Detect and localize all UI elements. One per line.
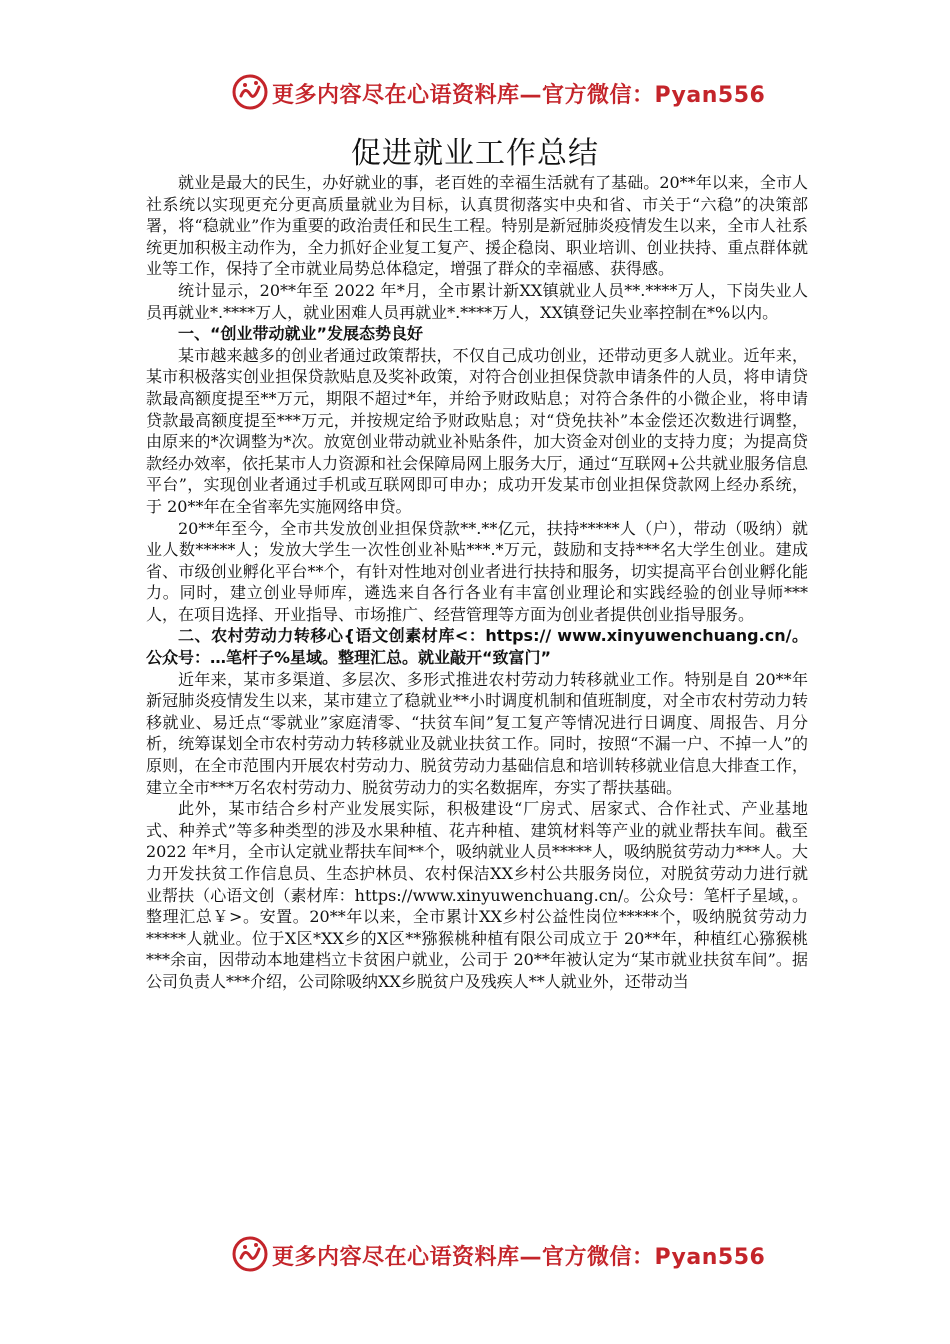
document-body [146, 172, 808, 993]
section-heading-1: 一、“创业带动就业”发展态势良好 [178, 324, 424, 344]
xin-logo-icon [232, 1236, 268, 1272]
footer-banner [0, 1232, 950, 1276]
wechat-id: Pyan556 [654, 1245, 766, 1270]
paragraph-intro: 就业是最大的民生，办好就业的事，老百姓的幸福生活就有了基础。20**年以来，全市人社系统以实现更充分更高质量就业为目标，认真贯彻落实中央和省、市关于“六稳”的决策部署，将“稳就业”作为重要的政治责任和民生工程。特别是新冠肺炎疫情发生以来，全市人社系统更加积极主动作为，全力抓好企业复工复产、援企稳岗、职业培训、创业扶持、重点群体就业等工作，保持了全市就业局势总体稳定，增强了群众的幸福感、获得感。 [146, 173, 808, 279]
section1-paragraph-1: 某市越来越多的创业者通过政策帮扶，不仅自己成功创业，还带动更多人就业。近年来，某市积极落实创业担保贷款贴息及奖补政策，对符合创业担保贷款申请条件的人员，将申请贷款最高额度提至**万元，期限不超过*年，并给予财政贴息；对符合条件的小微企业，将申请贷款最高额度提至***万元，并按规定给予财政贴息；对“贷免扶补”本金偿还次数进行调整，由原来的*次调整为*次。放宽创业带动就业补贴条件，加大资金对创业的支持力度；为提高贷款经办效率，依托某市人力资源和社会保障局网上服务大厅，通过“互联网+公共就业服务信息平台”，实现创业者通过手机或互联网即可申办；成功开发某市创业担保贷款网上经办系统，于 20**年在全省率先实施网络申贷。 [146, 345, 808, 516]
section-heading-2: 二、农村劳动力转移心{语文创素材库<：https:// www.xinyuwenchuang.cn/。公众号：…笔杆子%星域。整理汇总。就业敲开“致富门” [146, 626, 808, 668]
section1-paragraph-2: 20**年至今，全市共发放创业担保贷款**.**亿元，扶持*****人（户），带动（吸纳）就业人数*****人；发放大学生一次性创业补贴***.*万元，鼓励和支持***名大学生创业。建成省、市级创业孵化平台**个，有针对性地对创业者进行扶持和服务，切实提高平台创业孵化能力。同时，建立创业导师库，遴选来自各行各业有丰富创业理论和实践经验的创业导师***人，在项目选择、开业指导、市场推广、经营管理等方面为创业者提供创业指导服务。 [146, 518, 808, 624]
section2-paragraph-1: 近年来，某市多渠道、多层次、多形式推进农村劳动力转移就业工作。特别是自 20**年新冠肺炎疫情发生以来，某市建立了稳就业**小时调度机制和值班制度，对全市农村劳动力转移就业、易迁点“零就业”家庭清零、“扶贫车间”复工复产等情况进行日调度、周报告、月分析，统筹谋划全市农村劳动力转移就业及就业扶贫工作。同时，按照“不漏一户、不掉一人”的原则，在全市范围内开展农村劳动力、脱贫劳动力基础信息和培训转移就业信息大排查工作，建立全市***万名农村劳动力、脱贫劳动力的实名数据库，夯实了帮扶基础。 [146, 669, 808, 797]
xin-logo-icon [232, 74, 268, 110]
banner-text: 更多内容尽在心语资料库—官方微信：Pyan556 [272, 1245, 766, 1270]
wechat-id: Pyan556 [654, 83, 766, 108]
document-title: 促进就业工作总结 [351, 136, 599, 171]
banner-text: 更多内容尽在心语资料库—官方微信：Pyan556 [272, 83, 766, 108]
header-banner [0, 70, 950, 114]
section2-paragraph-2: 此外，某市结合乡村产业发展实际，积极建设“厂房式、居家式、合作社式、产业基地式、种养式”等多种类型的涉及水果种植、花卉种植、建筑材料等产业的就业帮扶车间。截至 2022 年*月，全市认定就业帮扶车间**个，吸纳就业人员*****人，吸纳脱贫劳动力***人。大力开发扶贫工作信息员、生态护林员、农村保洁XX乡村公共服务岗位，对脱贫劳动力进行就业帮扶（心语文创（素材库：https://www.xinyuwenchuang.cn/。公众号：笔杆子星域，。整理汇总￥>。安置。20**年以来，全市累计XX乡村公益性岗位*****个，吸纳脱贫劳动力*****人就业。位于X区*XX乡的X区**猕猴桃种植有限公司成立于 20**年，种植红心猕猴桃***余亩，因带动本地建档立卡贫困户就业，公司于 20**年被认定为“某市就业扶贫车间”。据公司负责人***介绍，公司除吸纳XX乡脱贫户及残疾人**人就业外，还带动当 [146, 799, 808, 991]
paragraph-statistics: 统计显示，20**年至 2022 年*月，全市累计新XX镇就业人员**.****万人，下岗失业人员再就业*.****万人，就业困难人员再就业*.****万人，XX镇登记失业率控制在*%以内。 [146, 280, 808, 322]
